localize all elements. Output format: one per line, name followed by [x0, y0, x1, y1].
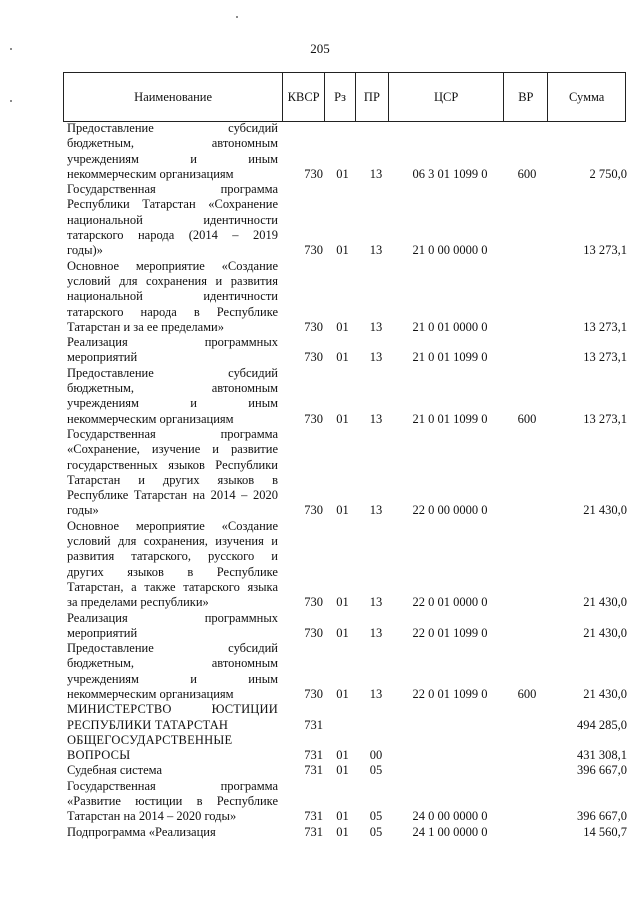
- row-name-line: некоммерческим организациям: [67, 166, 234, 181]
- row-pr: 13: [369, 350, 383, 365]
- row-name-line: Государственная программа: [67, 426, 278, 441]
- row-name-line: учреждениям и иным: [67, 396, 278, 411]
- row-sum: 396 667,0: [577, 763, 627, 778]
- row-name-line: ВОПРОСЫ: [67, 748, 131, 763]
- row-name-line: развития татарского, русского и: [67, 549, 278, 564]
- row-sum: 13 273,1: [583, 411, 627, 426]
- row-name-line: РЕСПУБЛИКИ ТАТАРСТАН: [67, 717, 229, 732]
- row-rz: 01: [336, 763, 349, 778]
- row-rz: 01: [336, 503, 349, 518]
- row-kvsr: 730: [304, 243, 323, 258]
- row-name: [67, 427, 278, 519]
- row-rz: 01: [336, 824, 349, 839]
- table-row: [67, 519, 627, 611]
- row-name-line: Республике Татарстан на 2014 – 2020: [67, 488, 278, 503]
- row-csr: 21 0 01 1099 0: [412, 350, 488, 365]
- row-name-line: МИНИСТЕРСТВО ЮСТИЦИИ: [67, 702, 278, 717]
- row-csr: 24 0 00 0000 0: [412, 809, 488, 824]
- row-name: [67, 702, 278, 733]
- table-row: [67, 366, 627, 427]
- page-number: 205: [310, 41, 330, 56]
- row-kvsr: 730: [304, 625, 323, 640]
- row-csr: 22 0 00 0000 0: [412, 503, 488, 518]
- row-name-line: государственных языков Республики: [67, 457, 278, 472]
- row-name-line: Предоставление субсидий: [67, 121, 278, 135]
- table-header: [63, 72, 626, 122]
- row-pr: 05: [369, 809, 383, 824]
- row-name-line: мероприятий: [67, 350, 138, 365]
- table-row: [67, 779, 627, 825]
- row-name-line: Республики Татарстан «Сохранение: [67, 197, 278, 212]
- table-body: [67, 121, 627, 840]
- header-kvsr: КВСР: [283, 73, 325, 121]
- row-sum: 21 430,0: [583, 595, 627, 610]
- row-pr: 13: [369, 166, 383, 181]
- row-pr: 05: [369, 824, 383, 839]
- row-sum: 494 285,0: [577, 717, 627, 732]
- row-name-line: Реализация программных: [67, 335, 278, 350]
- row-kvsr: 730: [304, 319, 323, 334]
- row-rz: 01: [336, 411, 349, 426]
- row-sum: 14 560,7: [583, 824, 627, 839]
- row-name-line: некоммерческим организациям: [67, 411, 234, 426]
- row-name-line: учреждениям и иным: [67, 671, 278, 686]
- row-name-line: условий для сохранения и развития: [67, 273, 278, 288]
- row-name-line: условий для сохранения, изучения и: [67, 534, 278, 549]
- header-csr: ЦСР: [389, 73, 505, 121]
- row-sum: 13 273,1: [583, 319, 627, 334]
- row-name-line: Основное мероприятие «Создание: [67, 518, 278, 533]
- row-sum: 13 273,1: [583, 350, 627, 365]
- table-row: [67, 733, 627, 764]
- row-name-line: годы»: [67, 503, 99, 518]
- row-name: [67, 259, 278, 335]
- row-csr: 21 0 01 0000 0: [412, 319, 488, 334]
- row-pr: 13: [369, 686, 383, 701]
- row-sum: 431 308,1: [577, 748, 627, 763]
- row-pr: 13: [369, 595, 383, 610]
- row-name: [67, 763, 278, 778]
- row-name-line: Татарстан и за ее пределами»: [67, 319, 225, 334]
- row-sum: 21 430,0: [583, 625, 627, 640]
- row-pr: 13: [369, 319, 383, 334]
- row-name: [67, 121, 278, 182]
- row-name-line: бюджетным, автономным: [67, 136, 278, 151]
- row-name-line: Предоставление субсидий: [67, 641, 278, 656]
- row-name-line: Татарстан, а также татарского языка: [67, 579, 278, 594]
- table-row: [67, 259, 627, 335]
- row-name-line: «Развитие юстиции в Республике: [67, 794, 278, 809]
- row-name-line: годы)»: [67, 243, 103, 258]
- row-name-line: Подпрограмма «Реализация: [67, 824, 216, 839]
- row-name-line: национальной идентичности: [67, 212, 278, 227]
- row-rz: 01: [336, 686, 349, 701]
- row-rz: 01: [336, 809, 349, 824]
- row-sum: 21 430,0: [583, 686, 627, 701]
- row-name-line: Судебная система: [67, 763, 163, 778]
- row-name-line: бюджетным, автономным: [67, 381, 278, 396]
- row-pr: 13: [369, 625, 383, 640]
- row-rz: 01: [336, 166, 349, 181]
- row-name: [67, 366, 278, 427]
- header-vr: ВР: [504, 73, 548, 121]
- row-name-line: некоммерческим организациям: [67, 686, 234, 701]
- row-kvsr: 731: [304, 763, 323, 778]
- row-name-line: других языков в Республике: [67, 564, 278, 579]
- row-name: [67, 519, 278, 611]
- row-sum: 396 667,0: [577, 809, 627, 824]
- scan-speck: [10, 48, 12, 50]
- table-row: [67, 427, 627, 519]
- table-row: [67, 763, 627, 778]
- row-kvsr: 730: [304, 350, 323, 365]
- row-kvsr: 730: [304, 595, 323, 610]
- row-name: [67, 335, 278, 366]
- row-csr: 06 3 01 1099 0: [412, 166, 488, 181]
- row-kvsr: 730: [304, 503, 323, 518]
- row-name-line: «Сохранение, изучение и развитие: [67, 442, 278, 457]
- row-rz: 01: [336, 748, 349, 763]
- row-sum: 13 273,1: [583, 243, 627, 258]
- row-name-line: Татарстан и других языков в: [67, 472, 278, 487]
- row-name: [67, 641, 278, 702]
- header-rz: Рз: [325, 73, 356, 121]
- table-row: [67, 335, 627, 366]
- row-name-line: татарского народа в Республике: [67, 304, 278, 319]
- row-pr: 00: [369, 748, 383, 763]
- row-name-line: Реализация программных: [67, 610, 278, 625]
- table-row: [67, 825, 627, 840]
- row-pr: 13: [369, 503, 383, 518]
- row-sum: 21 430,0: [583, 503, 627, 518]
- row-pr: 13: [369, 411, 383, 426]
- row-name: [67, 611, 278, 642]
- row-rz: 01: [336, 319, 349, 334]
- header-sum: Сумма: [568, 89, 605, 104]
- row-csr: 22 0 01 1099 0: [412, 625, 488, 640]
- row-name-line: бюджетным, автономным: [67, 656, 278, 671]
- header-name: Наименование: [64, 73, 283, 121]
- row-name-line: ОБЩЕГОСУДАРСТВЕННЫЕ: [67, 732, 233, 747]
- row-csr: 24 1 00 0000 0: [412, 824, 488, 839]
- row-name-line: Основное мероприятие «Создание: [67, 258, 278, 273]
- row-name-line: Татарстан на 2014 – 2020 годы»: [67, 809, 237, 824]
- row-name: [67, 779, 278, 825]
- row-csr: 22 0 01 0000 0: [412, 595, 488, 610]
- table-row: [67, 641, 627, 702]
- row-kvsr: 730: [304, 166, 323, 181]
- row-kvsr: 731: [304, 717, 323, 732]
- row-rz: 01: [336, 625, 349, 640]
- row-name-line: Государственная программа: [67, 778, 278, 793]
- row-sum: 2 750,0: [589, 166, 627, 181]
- row-name: [67, 182, 278, 258]
- row-rz: 01: [336, 243, 349, 258]
- row-kvsr: 730: [304, 411, 323, 426]
- table-row: [67, 702, 627, 733]
- scan-speck: [10, 100, 12, 102]
- row-name-line: учреждениям и иным: [67, 151, 278, 166]
- row-pr: 13: [369, 243, 383, 258]
- scan-speck: [236, 16, 238, 18]
- row-kvsr: 731: [304, 824, 323, 839]
- row-kvsr: 731: [304, 748, 323, 763]
- row-pr: 05: [369, 763, 383, 778]
- row-name-line: Государственная программа: [67, 182, 278, 197]
- header-pr: ПР: [356, 73, 389, 121]
- row-name-line: мероприятий: [67, 625, 138, 640]
- row-csr: 21 0 01 1099 0: [412, 411, 488, 426]
- row-name: [67, 825, 278, 840]
- table-row: [67, 182, 627, 258]
- row-kvsr: 731: [304, 809, 323, 824]
- row-name-line: национальной идентичности: [67, 289, 278, 304]
- table-row: [67, 611, 627, 642]
- row-vr: 600: [517, 686, 537, 701]
- row-vr: 600: [517, 411, 537, 426]
- row-name-line: татарского народа (2014 – 2019: [67, 228, 278, 243]
- table-row: [67, 121, 627, 182]
- row-name-line: за пределами республики»: [67, 595, 209, 610]
- row-csr: 21 0 00 0000 0: [412, 243, 488, 258]
- row-rz: 01: [336, 595, 349, 610]
- row-kvsr: 730: [304, 686, 323, 701]
- row-rz: 01: [336, 350, 349, 365]
- row-name: [67, 733, 278, 764]
- row-vr: 600: [517, 166, 537, 181]
- row-name-line: Предоставление субсидий: [67, 365, 278, 380]
- row-csr: 22 0 01 1099 0: [412, 686, 488, 701]
